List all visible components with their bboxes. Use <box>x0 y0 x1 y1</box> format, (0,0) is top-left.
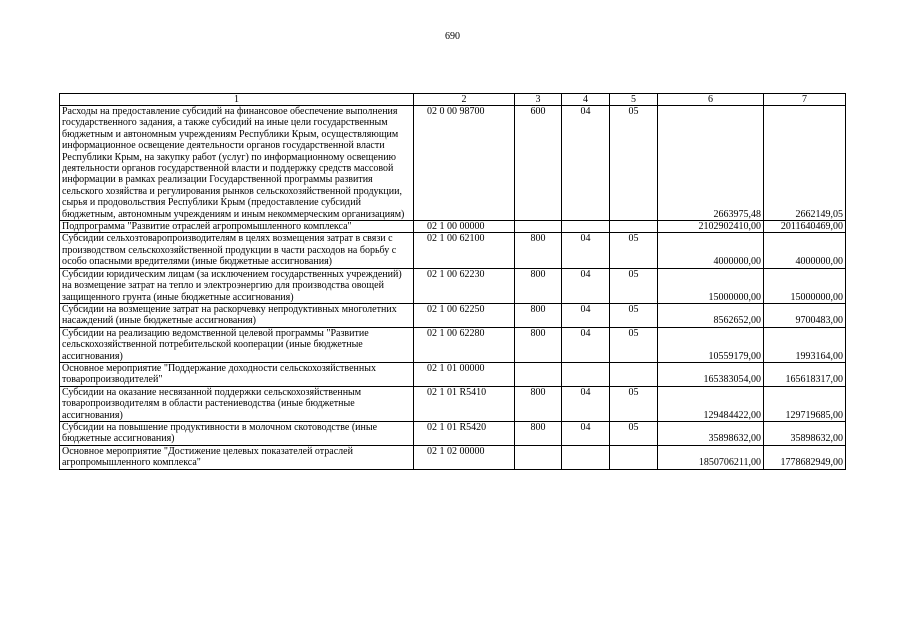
column-header: 4 <box>562 94 610 106</box>
amount-year2-cell: 2662149,05 <box>764 106 846 221</box>
amount-year1-cell: 2663975,48 <box>658 106 764 221</box>
target-code-cell: 02 1 00 62100 <box>414 233 515 268</box>
section-cell: 04 <box>562 303 610 327</box>
table-row <box>60 221 846 233</box>
budget-table <box>59 93 846 470</box>
expense-type-cell <box>515 221 562 233</box>
expense-type-cell: 800 <box>515 386 562 421</box>
expense-name-cell: Основное мероприятие "Достижение целевых показателей отраслей агропромышленного комплекса" <box>60 445 414 469</box>
subsection-cell: 05 <box>610 268 658 303</box>
column-header: 6 <box>658 94 764 106</box>
amount-year1-cell: 35898632,00 <box>658 421 764 445</box>
amount-year1-cell: 10559179,00 <box>658 327 764 362</box>
expense-name-cell: Субсидии на возмещение затрат на раскорчевку непродуктивных многолетних насаждений (иные бюджетные ассигнования) <box>60 303 414 327</box>
section-cell <box>562 362 610 386</box>
expense-type-cell: 800 <box>515 233 562 268</box>
expense-name-cell: Субсидии юридическим лицам (за исключением государственных учреждений) на возмещение затрат на тепло и электроэнергию для производства овощей защищенного грунта (иные бюджетные ассигнования) <box>60 268 414 303</box>
subsection-cell: 05 <box>610 421 658 445</box>
target-code-cell: 02 1 02 00000 <box>414 445 515 469</box>
expense-name-cell: Подпрограмма "Развитие отраслей агропромышленного комплекса" <box>60 221 414 233</box>
amount-year1-cell: 15000000,00 <box>658 268 764 303</box>
column-header: 3 <box>515 94 562 106</box>
section-cell: 04 <box>562 327 610 362</box>
section-cell <box>562 445 610 469</box>
expense-name-cell: Субсидии на оказание несвязанной поддержки сельскохозяйственным товаропроизводителям в области растениеводства (иные бюджетные ассигнования) <box>60 386 414 421</box>
subsection-cell: 05 <box>610 327 658 362</box>
expense-type-cell: 600 <box>515 106 562 221</box>
expense-name-cell: Расходы на предоставление субсидий на финансовое обеспечение выполнения государственного задания, а также субсидий на иные цели государственным бюджетным и автономным учреждениям Республики Крым, осуществляющим информационное освещение деятельности органов государственной власти Республики Крым, на закупку работ (услуг) по информационному освещению деятельности органов государственной власти и поддержку средств массовой информации в рамках реализации Государственной программы развития сельского хозяйства и регулирования рынков сельскохозяйственной продукции, сырья и продовольствия Республики Крым (предоставление субсидий бюджетным, автономным учреждениям и иным некоммерческим организациям) <box>60 106 414 221</box>
subsection-cell: 05 <box>610 386 658 421</box>
target-code-cell: 02 1 00 62280 <box>414 327 515 362</box>
table-row <box>60 106 846 221</box>
section-cell: 04 <box>562 421 610 445</box>
expense-name-cell: Субсидии на реализацию ведомственной целевой программы "Развитие сельскохозяйственной потребительской кооперации (иные бюджетные ассигнования) <box>60 327 414 362</box>
amount-year1-cell: 129484422,00 <box>658 386 764 421</box>
expense-type-cell <box>515 362 562 386</box>
subsection-cell: 05 <box>610 106 658 221</box>
expense-type-cell: 800 <box>515 327 562 362</box>
table-row <box>60 386 846 421</box>
target-code-cell: 02 1 00 00000 <box>414 221 515 233</box>
amount-year1-cell: 2102902410,00 <box>658 221 764 233</box>
target-code-cell: 02 1 00 62230 <box>414 268 515 303</box>
amount-year2-cell: 165618317,00 <box>764 362 846 386</box>
section-cell: 04 <box>562 386 610 421</box>
amount-year1-cell: 1850706211,00 <box>658 445 764 469</box>
amount-year2-cell: 4000000,00 <box>764 233 846 268</box>
subsection-cell: 05 <box>610 303 658 327</box>
section-cell: 04 <box>562 268 610 303</box>
section-cell: 04 <box>562 233 610 268</box>
amount-year2-cell: 15000000,00 <box>764 268 846 303</box>
section-cell <box>562 221 610 233</box>
expense-type-cell: 800 <box>515 421 562 445</box>
page-number: 690 <box>445 31 460 42</box>
amount-year2-cell: 9700483,00 <box>764 303 846 327</box>
amount-year2-cell: 2011640469,00 <box>764 221 846 233</box>
column-header: 1 <box>60 94 414 106</box>
column-header: 2 <box>414 94 515 106</box>
target-code-cell: 02 1 00 62250 <box>414 303 515 327</box>
table-body <box>60 106 846 470</box>
target-code-cell: 02 1 01 R5410 <box>414 386 515 421</box>
amount-year2-cell: 35898632,00 <box>764 421 846 445</box>
amount-year1-cell: 8562652,00 <box>658 303 764 327</box>
target-code-cell: 02 1 01 00000 <box>414 362 515 386</box>
expense-name-cell: Субсидии сельхозтоваропроизводителям в целях возмещения затрат в связи с производством сельскохозяйственной продукции в части расходов на борьбу с особо опасными вредителями (иные бюджетные ассигнования) <box>60 233 414 268</box>
section-cell: 04 <box>562 106 610 221</box>
amount-year2-cell: 129719685,00 <box>764 386 846 421</box>
subsection-cell <box>610 445 658 469</box>
amount-year2-cell: 1778682949,00 <box>764 445 846 469</box>
column-header: 7 <box>764 94 846 106</box>
subsection-cell <box>610 221 658 233</box>
table-row <box>60 445 846 469</box>
table-row <box>60 421 846 445</box>
expense-name-cell: Субсидии на повышение продуктивности в молочном скотоводстве (иные бюджетные ассигнования) <box>60 421 414 445</box>
table-row <box>60 233 846 268</box>
expense-type-cell: 800 <box>515 268 562 303</box>
target-code-cell: 02 0 00 98700 <box>414 106 515 221</box>
table-row <box>60 268 846 303</box>
expense-type-cell <box>515 445 562 469</box>
subsection-cell <box>610 362 658 386</box>
amount-year2-cell: 1993164,00 <box>764 327 846 362</box>
table-row <box>60 303 846 327</box>
amount-year1-cell: 4000000,00 <box>658 233 764 268</box>
expense-type-cell: 800 <box>515 303 562 327</box>
table-header-row <box>60 94 846 106</box>
table-row <box>60 327 846 362</box>
expense-name-cell: Основное мероприятие "Поддержание доходности сельскохозяйственных товаропроизводителей" <box>60 362 414 386</box>
target-code-cell: 02 1 01 R5420 <box>414 421 515 445</box>
subsection-cell: 05 <box>610 233 658 268</box>
amount-year1-cell: 165383054,00 <box>658 362 764 386</box>
column-header: 5 <box>610 94 658 106</box>
table-row <box>60 362 846 386</box>
